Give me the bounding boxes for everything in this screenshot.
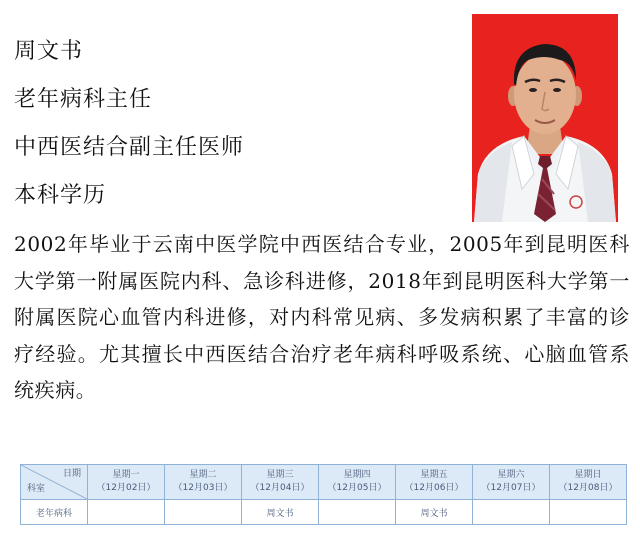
day-date: （12月07日） bbox=[481, 483, 541, 493]
schedule-cell bbox=[165, 500, 242, 525]
day-date: （12月03日） bbox=[173, 483, 233, 493]
schedule-cell bbox=[550, 500, 627, 525]
corner-department-label: 科室 bbox=[27, 484, 46, 494]
day-header bbox=[319, 465, 396, 500]
day-date: （12月06日） bbox=[404, 483, 464, 493]
schedule-header-row bbox=[21, 465, 627, 500]
corner-date-label: 日期 bbox=[62, 469, 81, 479]
day-header bbox=[396, 465, 473, 500]
table-row bbox=[21, 500, 627, 525]
day-name: 星期一 bbox=[112, 470, 140, 480]
day-header bbox=[165, 465, 242, 500]
day-name: 星期日 bbox=[574, 470, 602, 480]
doctor-photo bbox=[472, 14, 618, 222]
doctor-education: 本科学历 bbox=[14, 183, 107, 208]
doctor-position: 老年病科主任 bbox=[14, 87, 153, 112]
doctor-name: 周文书 bbox=[14, 39, 84, 64]
schedule-corner-cell bbox=[21, 465, 88, 500]
day-name: 星期五 bbox=[420, 470, 448, 480]
day-date: （12月04日） bbox=[250, 483, 310, 493]
day-header bbox=[242, 465, 319, 500]
clinic-schedule-table bbox=[20, 464, 627, 525]
doctor-profile bbox=[14, 40, 464, 232]
doctor-bio: 2002年毕业于云南中医学院中西医结合专业，2005年到昆明医科大学第一附属医院内科、急诊科进修，2018年到昆明医科大学第一附属医院心血管内科进修，对内科常见病、多发病积累了丰富的诊疗经验。尤其擅长中西医结合治疗老年病科呼吸系统、心脑血管系统疾病。 bbox=[14, 232, 630, 402]
doctor-title: 中西医结合副主任医师 bbox=[14, 135, 245, 160]
day-header bbox=[550, 465, 627, 500]
day-name: 星期三 bbox=[266, 470, 294, 480]
schedule-cell: 周文书 bbox=[396, 500, 473, 525]
day-date: （12月05日） bbox=[327, 483, 387, 493]
schedule-cell bbox=[88, 500, 165, 525]
day-header bbox=[473, 465, 550, 500]
day-header bbox=[88, 465, 165, 500]
department-cell: 老年病科 bbox=[21, 500, 88, 525]
day-date: （12月08日） bbox=[558, 483, 618, 493]
day-name: 星期二 bbox=[189, 470, 217, 480]
day-name: 星期四 bbox=[343, 470, 371, 480]
doctor-portrait-illustration bbox=[472, 14, 618, 222]
schedule-cell: 周文书 bbox=[242, 500, 319, 525]
schedule-cell bbox=[319, 500, 396, 525]
schedule-cell bbox=[473, 500, 550, 525]
day-name: 星期六 bbox=[497, 470, 525, 480]
day-date: （12月02日） bbox=[96, 483, 156, 493]
